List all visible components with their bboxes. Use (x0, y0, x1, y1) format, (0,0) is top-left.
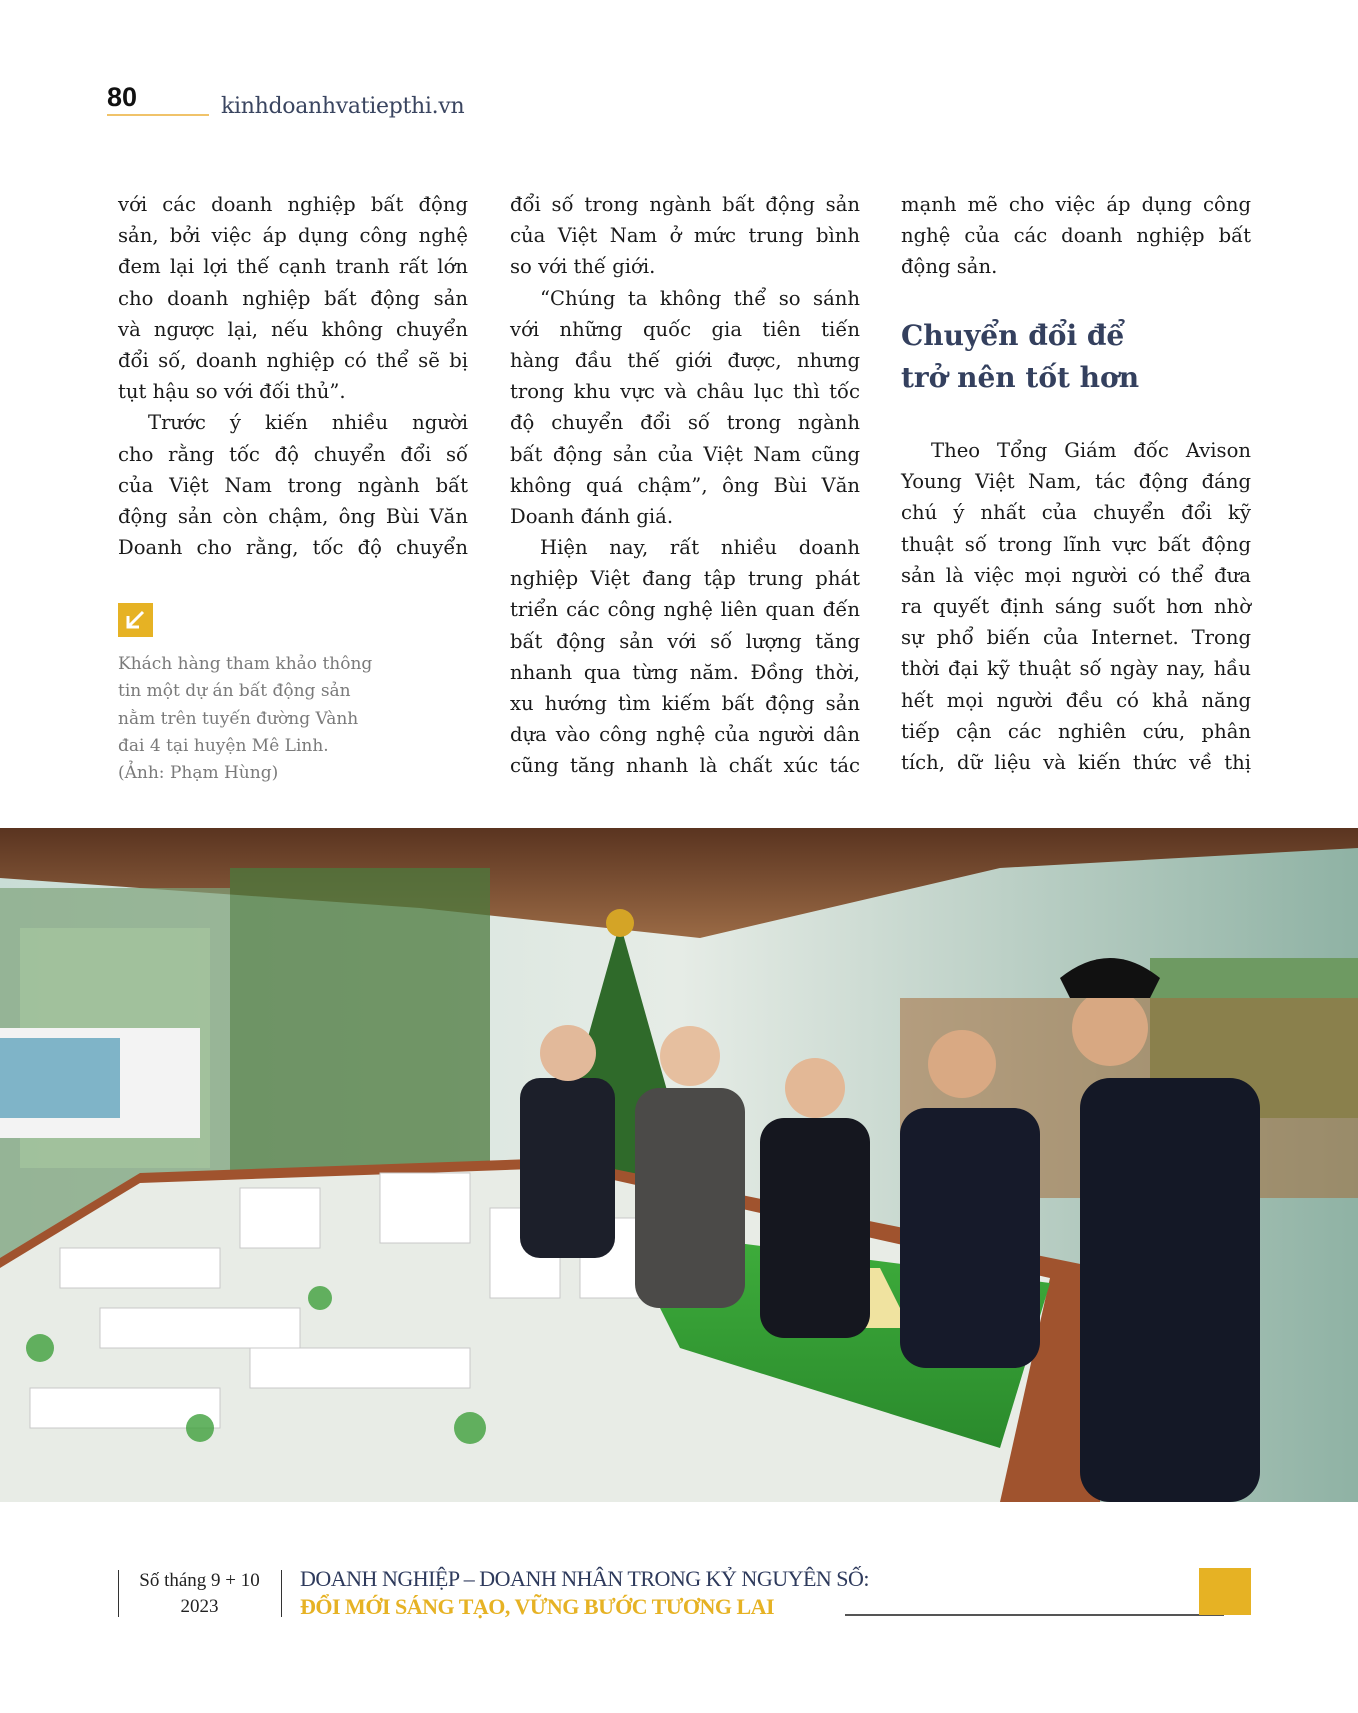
text-line: cho doanh nghiệp bất động sản (118, 286, 468, 310)
text-line: độ chuyển đổi số trong ngành (510, 411, 860, 435)
text-line: nghệ của các doanh nghiệp bất (901, 224, 1251, 248)
text-line: đem lại lợi thế cạnh tranh rất lớn (118, 255, 468, 279)
text-line: với những quốc gia tiên tiến (510, 317, 860, 341)
text-line: và ngược lại, nếu không chuyển (118, 317, 468, 341)
text-line: Doanh cho rằng, tốc độ chuyển (118, 536, 468, 560)
caption-line: đai 4 tại huyện Mê Linh. (118, 735, 329, 756)
text-line: xu hướng tìm kiếm bất động sản (510, 692, 860, 715)
section-heading (901, 315, 1139, 399)
text-line: nhanh qua từng năm. Đồng thời, (510, 660, 860, 684)
text-line: với các doanh nghiệp bất động (118, 193, 468, 216)
issue-year: 2023 (180, 1596, 219, 1617)
page-number: 80 (107, 82, 138, 112)
text-line: ra quyết định sáng suốt hơn nhờ (901, 594, 1251, 618)
text-line: mạnh mẽ cho việc áp dụng công (901, 193, 1251, 216)
text-line: bất động sản của Việt Nam cũng (510, 442, 860, 466)
text-line: Trước ý kiến nhiều người (148, 411, 468, 435)
text-line: bất động sản với số lượng tăng (510, 629, 860, 653)
text-line: cho rằng tốc độ chuyển đổi số (118, 442, 468, 466)
text-line: của Việt Nam trong ngành bất (118, 473, 468, 497)
caption-line: Khách hàng tham khảo thông (118, 654, 373, 674)
text-line: không quá chậm”, ông Bùi Văn (510, 473, 860, 497)
text-line: “Chúng ta không thể so sánh (540, 286, 860, 310)
footer-accent-square (1199, 1568, 1251, 1615)
text-line: Hiện nay, rất nhiều doanh (540, 536, 860, 560)
article-column-2 (510, 189, 860, 782)
text-line: đổi số, doanh nghiệp có thể sẽ bị (118, 348, 468, 372)
text-line: tích, dữ liệu và kiến thức về thị (901, 750, 1251, 774)
article-column-3-body (901, 435, 1251, 778)
text-line: Young Việt Nam, tác động đáng (901, 470, 1251, 494)
caption-line: nằm trên tuyến đường Vành (118, 708, 359, 729)
text-line: tiếp cận các nghiên cứu, phân (901, 719, 1251, 743)
text-line: chú ý nhất của chuyển đổi kỹ (901, 501, 1251, 525)
text-line: so với thế giới. (510, 255, 656, 279)
text-line: thuật số trong lĩnh vực bất động (901, 532, 1251, 556)
text-line: tụt hậu so với đối thủ”. (118, 380, 346, 404)
text-line: sản, bởi việc áp dụng công nghệ (118, 224, 468, 248)
issue-months: Số tháng 9 + 10 (139, 1570, 260, 1591)
heading-line: Chuyển đổi để (901, 319, 1125, 352)
footer-title: DOANH NGHIỆP – DOANH NHÂN TRONG KỶ NGUYÊN SỐ: (300, 1566, 870, 1591)
page-number-underline (107, 114, 209, 116)
text-line: dựa vào công nghệ của người dân (510, 723, 860, 747)
footer-divider (281, 1570, 282, 1617)
article-photo (0, 828, 1358, 1502)
text-line: Theo Tổng Giám đốc Avison (931, 439, 1251, 462)
text-line: sản là việc mọi người có thể đưa (901, 563, 1251, 587)
caption-line: tin một dự án bất động sản (118, 681, 351, 702)
text-line: đổi số trong ngành bất động sản (510, 193, 860, 216)
text-line: cũng tăng nhanh là chất xúc tác (510, 754, 860, 778)
text-line: động sản còn chậm, ông Bùi Văn (118, 504, 468, 528)
article-column-1 (118, 189, 468, 563)
text-line: sự phổ biến của Internet. Trong (901, 626, 1251, 650)
site-name: kinhdoanhvatiepthi.vn (221, 94, 465, 119)
footer-subtitle: ĐỔI MỚI SÁNG TẠO, VỮNG BƯỚC TƯƠNG LAI (300, 1594, 775, 1619)
text-line: nghiệp Việt đang tập trung phát (510, 567, 860, 591)
text-line: hàng đầu thế giới được, nhưng (510, 348, 860, 372)
footer-rule (845, 1614, 1224, 1616)
arrow-down-left-icon (118, 603, 153, 637)
issue-info (118, 1568, 281, 1620)
photo-caption (118, 651, 372, 787)
caption-line: (Ảnh: Phạm Hùng) (118, 763, 279, 784)
text-line: Doanh đánh giá. (510, 504, 674, 528)
heading-line: trở nên tốt hơn (901, 361, 1140, 394)
text-line: thời đại kỹ thuật số ngày nay, hầu (901, 657, 1251, 681)
text-line: trong khu vực và châu lục thì tốc (510, 380, 860, 404)
text-line: của Việt Nam ở mức trung bình (510, 224, 860, 248)
article-column-3-top (901, 189, 1251, 283)
text-line: triển các công nghệ liên quan đến (510, 598, 860, 622)
text-line: động sản. (901, 255, 998, 279)
text-line: hết mọi người đều có khả năng (901, 688, 1251, 712)
